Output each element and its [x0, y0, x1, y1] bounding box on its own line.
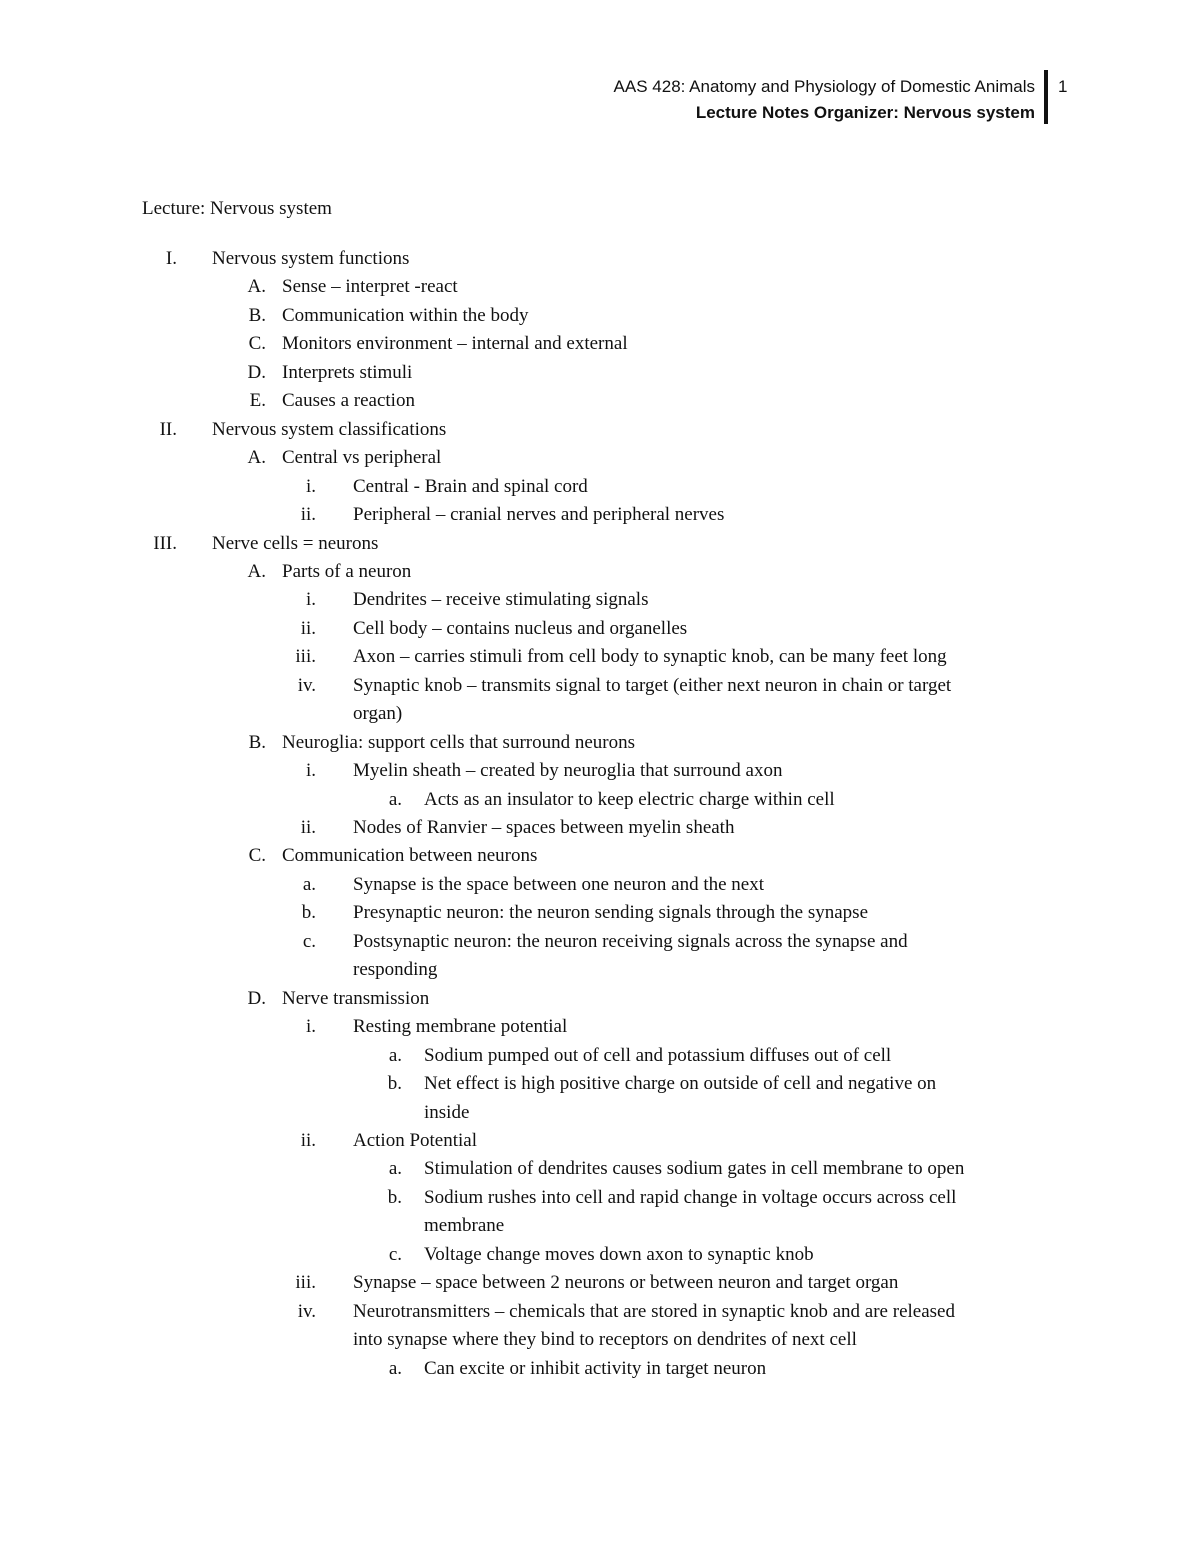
outline-text: Sodium rushes into cell and rapid change in voltage occurs across cell	[424, 1186, 957, 1208]
outline-marker: D.	[247, 987, 266, 1009]
outline-text: Action Potential	[353, 1129, 478, 1151]
outline-item	[0, 473, 1200, 501]
outline-item	[0, 814, 1200, 842]
outline-text: Nerve transmission	[282, 987, 430, 1009]
lecture-title: Lecture: Nervous system	[142, 198, 332, 219]
outline-text: Axon – carries stimuli from cell body to synaptic knob, can be many feet long	[353, 646, 947, 668]
outline-text: Net effect is high positive charge on outside of cell and negative on	[424, 1073, 937, 1095]
outline-text: responding	[353, 959, 438, 981]
outline-marker: iii.	[295, 1272, 316, 1294]
outline-text: Nodes of Ranvier – spaces between myelin sheath	[353, 817, 735, 838]
outline-marker: I.	[165, 248, 177, 269]
outline-marker: a.	[388, 788, 402, 810]
outline-marker: iii.	[295, 646, 316, 668]
outline-item	[0, 928, 1200, 956]
outline-text: Causes a reaction	[282, 390, 415, 412]
outline-item	[0, 1355, 1200, 1383]
outline-text: Central vs peripheral	[282, 447, 442, 469]
outline-marker: b.	[387, 1073, 402, 1095]
outline-text: Acts as an insulator to keep electric charge within cell	[424, 788, 835, 810]
outline-text: Synapse is the space between one neuron and the next	[353, 873, 765, 895]
outline-marker: ii.	[300, 817, 316, 838]
outline-marker: III.	[153, 532, 177, 554]
outline-item	[0, 729, 1200, 757]
outline-text: Nervous system classifications	[212, 418, 447, 440]
outline-marker: C.	[248, 845, 266, 867]
outline-item	[0, 757, 1200, 785]
outline-item	[0, 359, 1200, 387]
outline-item	[0, 956, 1200, 984]
outline-marker: a.	[388, 1158, 402, 1180]
outline-item	[0, 501, 1200, 529]
outline-text: Peripheral – cranial nerves and peripheral nerves	[353, 504, 725, 526]
outline-text: Monitors environment – internal and external	[282, 333, 628, 355]
outline-marker: ii.	[300, 504, 316, 526]
outline-text: Dendrites – receive stimulating signals	[353, 589, 649, 611]
outline-text: Neuroglia: support cells that surround neurons	[282, 731, 636, 753]
outline-marker: A.	[247, 447, 266, 469]
course-title: AAS 428: Anatomy and Physiology of Domestic Animals	[613, 77, 1035, 96]
outline-text: Synapse – space between 2 neurons or between neuron and target organ	[353, 1272, 899, 1294]
outline-marker: c.	[302, 930, 316, 952]
outline-text: inside	[424, 1101, 470, 1123]
outline-text: Presynaptic neuron: the neuron sending signals through the synapse	[353, 902, 869, 924]
outline-marker: B.	[248, 304, 266, 326]
outline-item	[0, 273, 1200, 301]
outline-item	[0, 615, 1200, 643]
outline-item	[0, 530, 1200, 558]
outline-marker: iv.	[297, 674, 316, 696]
outline-item	[0, 387, 1200, 415]
outline-text: Postsynaptic neuron: the neuron receiving signals across the synapse and	[353, 930, 908, 952]
outline-item	[0, 1099, 1200, 1127]
outline-text: Parts of a neuron	[282, 560, 412, 582]
outline-marker: i.	[305, 589, 316, 611]
outline-text: Resting membrane potential	[353, 1016, 568, 1038]
outline-item	[0, 1013, 1200, 1041]
outline-marker: ii.	[300, 617, 316, 639]
outline-item	[0, 700, 1200, 728]
outline-marker: A.	[247, 276, 266, 298]
outline-item	[0, 672, 1200, 700]
outline-marker: i.	[305, 760, 316, 782]
outline-text: Communication within the body	[282, 304, 529, 326]
outline-text: Neurotransmitters – chemicals that are stored in synaptic knob and are released	[353, 1300, 955, 1322]
outline-item	[0, 1269, 1200, 1297]
outline-text: Nerve cells = neurons	[212, 532, 379, 554]
outline-text: Stimulation of dendrites causes sodium gates in cell membrane to open	[424, 1158, 965, 1180]
outline-text: Sense – interpret -react	[282, 276, 458, 298]
outline-marker: i.	[305, 475, 316, 497]
outline-marker: C.	[248, 333, 266, 355]
outline-item	[0, 1127, 1200, 1155]
document-subtitle: Lecture Notes Organizer: Nervous system	[695, 103, 1035, 122]
outline-item	[0, 416, 1200, 444]
outline-marker: c.	[388, 1243, 402, 1265]
outline-item	[0, 558, 1200, 586]
outline-text: Communication between neurons	[282, 845, 538, 867]
outline-item	[0, 842, 1200, 870]
outline-marker: E.	[249, 390, 266, 412]
outline-text: organ)	[353, 703, 403, 725]
outline-item	[0, 899, 1200, 927]
outline-text: Sodium pumped out of cell and potassium diffuses out of cell	[424, 1044, 892, 1066]
outline-item	[0, 1184, 1200, 1212]
outline-text: Synaptic knob – transmits signal to target (either next neuron in chain or target	[353, 674, 952, 696]
outline-marker: a.	[302, 873, 316, 895]
outline-marker: i.	[305, 1016, 316, 1038]
outline-text: into synapse where they bind to receptors on dendrites of next cell	[353, 1329, 857, 1351]
outline-item	[0, 444, 1200, 472]
outline-item	[0, 1326, 1200, 1354]
outline-item	[0, 786, 1200, 814]
page-number: 1	[1058, 77, 1068, 96]
outline-item	[0, 1155, 1200, 1183]
outline-marker: A.	[247, 560, 266, 582]
outline-marker: ii.	[300, 1129, 316, 1151]
outline-item	[0, 1212, 1200, 1240]
outline-text: Central - Brain and spinal cord	[353, 475, 588, 497]
outline-marker: II.	[159, 418, 177, 440]
running-header	[614, 74, 1035, 126]
outline-item	[0, 245, 1200, 273]
outline-text: Myelin sheath – created by neuroglia that surround axon	[353, 760, 783, 782]
outline-text: Nervous system functions	[212, 248, 410, 269]
outline-marker: B.	[248, 731, 266, 753]
outline-item	[0, 871, 1200, 899]
outline-marker: D.	[247, 361, 266, 383]
outline-item	[0, 1241, 1200, 1269]
outline-item	[0, 1042, 1200, 1070]
outline-marker: a.	[388, 1357, 402, 1379]
outline-item	[0, 643, 1200, 671]
outline-marker: b.	[301, 902, 316, 924]
outline-text: membrane	[424, 1215, 505, 1237]
outline-text: Interprets stimuli	[282, 361, 413, 383]
header-divider	[1044, 70, 1048, 124]
outline-marker: b.	[387, 1186, 402, 1208]
outline-item	[0, 1298, 1200, 1326]
outline-item	[0, 985, 1200, 1013]
outline-text: Cell body – contains nucleus and organelles	[353, 617, 688, 639]
outline-item	[0, 330, 1200, 358]
outline-marker: iv.	[297, 1300, 316, 1322]
outline-item	[0, 1070, 1200, 1098]
outline-item	[0, 586, 1200, 614]
outline-text: Voltage change moves down axon to synaptic knob	[424, 1243, 814, 1265]
outline-item	[0, 302, 1200, 330]
outline-text: Can excite or inhibit activity in target neuron	[424, 1357, 767, 1379]
outline-marker: a.	[388, 1044, 402, 1066]
